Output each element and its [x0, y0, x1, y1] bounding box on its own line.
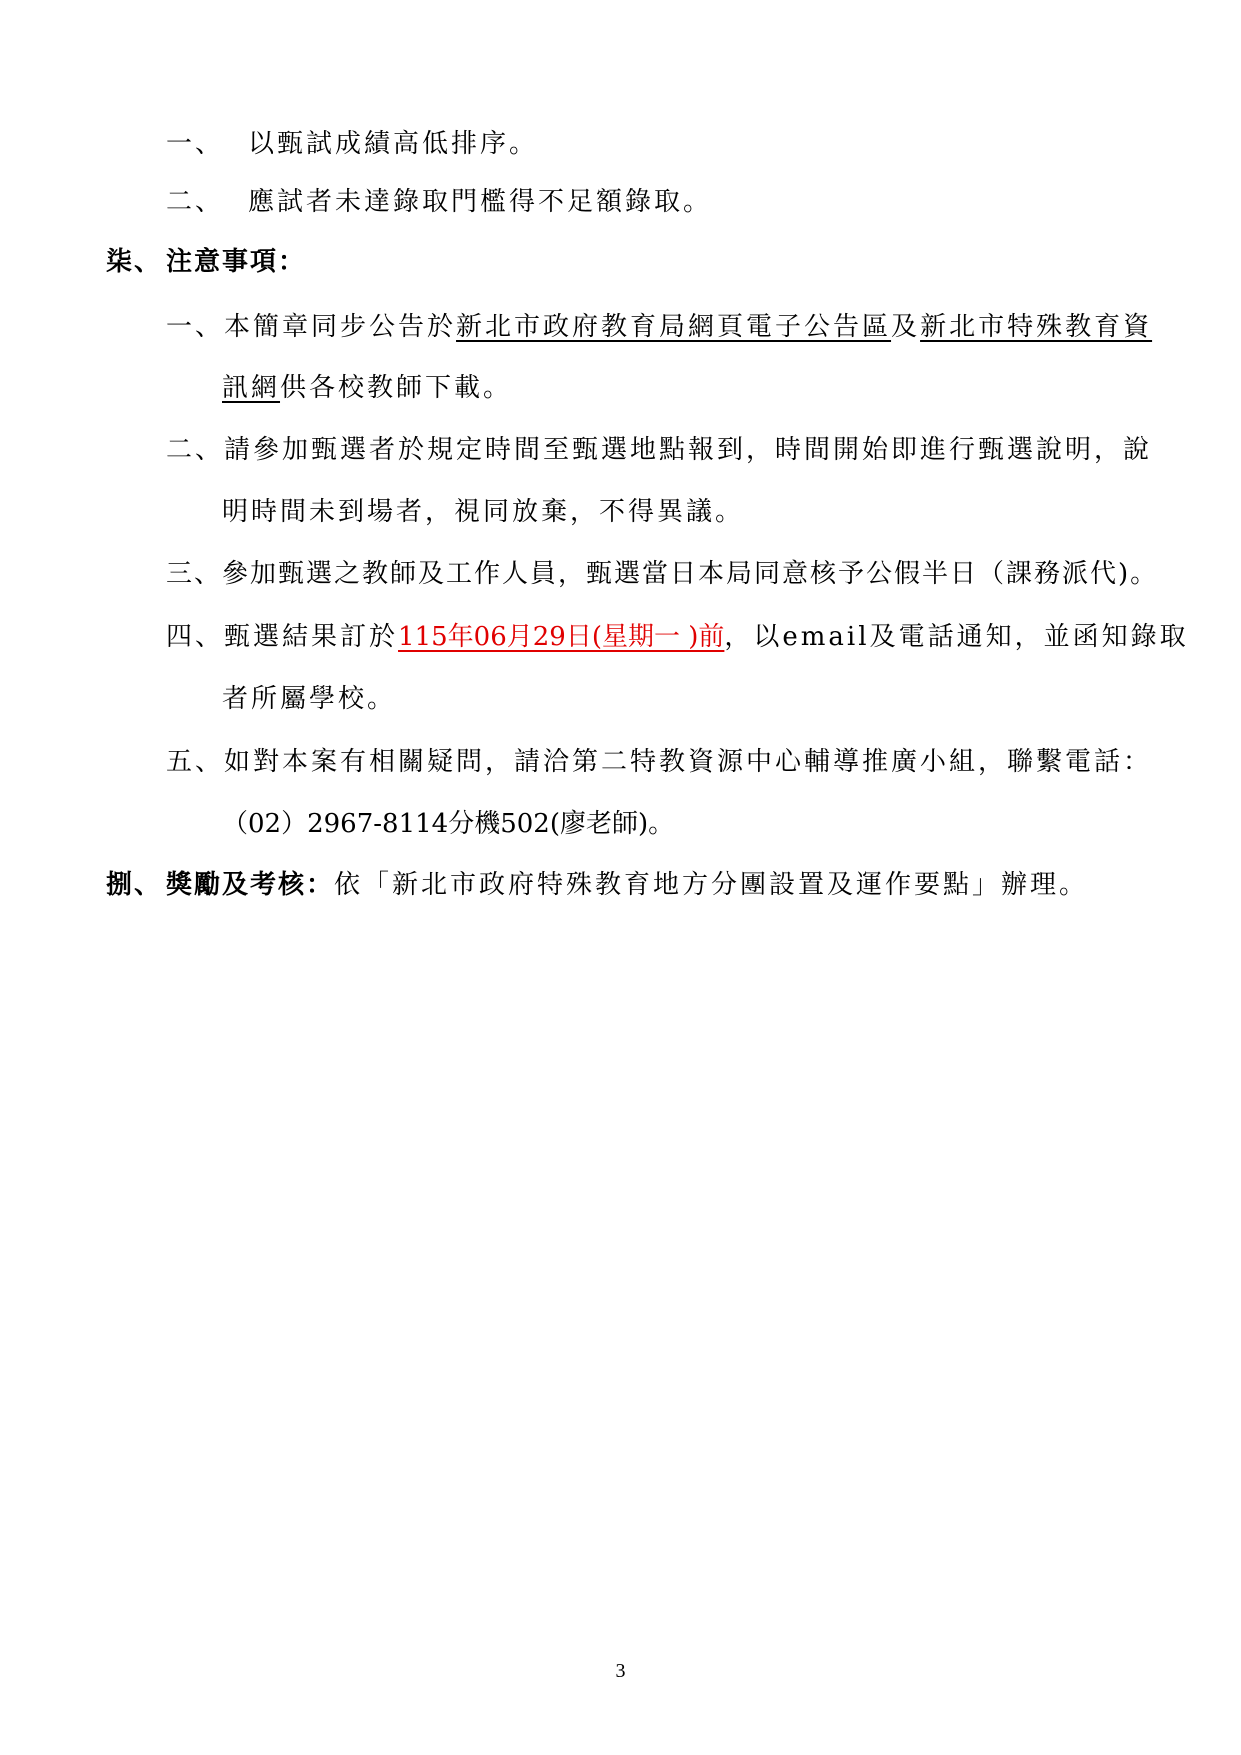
notice-item-2-text-2: 明時間未到場者，視同放棄，不得異議。: [222, 497, 745, 527]
notice-item-1-line-1: [166, 310, 1152, 344]
section-8-title: 獎勵及考核：: [166, 870, 335, 900]
ranking-item-2-text: 應試者未達錄取門檻得不足額錄取。: [248, 187, 713, 217]
notice-item-2-line-1: [166, 433, 1152, 467]
section-8-marker: 捌、: [106, 870, 163, 900]
ranking-item-1: [166, 127, 538, 161]
notice-item-5-marker: 五、: [166, 747, 225, 777]
special-ed-info-net-link-part-2[interactable]: 訊網: [222, 373, 281, 403]
notice-item-1-marker: 一、: [166, 312, 225, 342]
section-8-line: [106, 868, 1088, 902]
section-8-text: 依「新北市政府特殊教育地方分團設置及運作要點」辦理。: [334, 870, 1089, 900]
notice-item-4-suffix: ，以email及電話通知，並函知錄取: [724, 622, 1189, 652]
notice-item-5-line-1: [166, 745, 1152, 779]
ranking-item-2-marker: 二、: [166, 187, 225, 217]
notice-item-1-prefix: 本簡章同步公告於: [224, 312, 457, 342]
section-7-heading: [106, 245, 306, 279]
ranking-item-2: [166, 185, 712, 219]
notice-item-4-text-2: 者所屬學校。: [222, 684, 397, 714]
notice-item-4-prefix: 甄選結果訂於: [224, 622, 399, 652]
ranking-item-1-marker: 一、: [166, 129, 225, 159]
notice-item-1-mid: 及: [891, 312, 921, 342]
notice-item-2-text-1: 請參加甄選者於規定時間至甄選地點報到，時間開始即進行甄選說明，說: [224, 435, 1153, 465]
notice-item-4-line-2: [222, 682, 396, 716]
edu-bureau-bulletin-link[interactable]: 新北市政府教育局網頁電子公告區: [456, 312, 892, 342]
notice-item-1-line-2: [222, 371, 512, 405]
page-number: 3: [615, 1660, 626, 1682]
section-7-title: 注意事項：: [166, 247, 307, 277]
special-ed-info-net-link-part-1[interactable]: 新北市特殊教育資: [920, 312, 1153, 342]
section-7-marker: 柒、: [106, 247, 163, 277]
notice-item-3: [166, 557, 1158, 591]
notice-item-4-line-1: [166, 620, 1189, 654]
notice-item-5-line-2: [222, 807, 674, 841]
notice-item-3-text: 參加甄選之教師及工作人員，甄選當日本局同意核予公假半日（課務派代)。: [222, 559, 1159, 589]
result-date: 115年06月29日(星期一 )前: [398, 622, 725, 652]
notice-item-2-marker: 二、: [166, 435, 225, 465]
contact-phone: （02）2967-8114分機502(廖老師)。: [222, 809, 675, 839]
notice-item-5-text-1: 如對本案有相關疑問，請洽第二特教資源中心輔導推廣小組，聯繫電話：: [224, 747, 1153, 777]
notice-item-2-line-2: [222, 495, 744, 529]
notice-item-1-suffix: 供各校教師下載。: [280, 373, 513, 403]
notice-item-4-marker: 四、: [166, 622, 225, 652]
notice-item-3-marker: 三、: [166, 559, 223, 589]
ranking-item-1-text: 以甄試成績高低排序。: [248, 129, 539, 159]
